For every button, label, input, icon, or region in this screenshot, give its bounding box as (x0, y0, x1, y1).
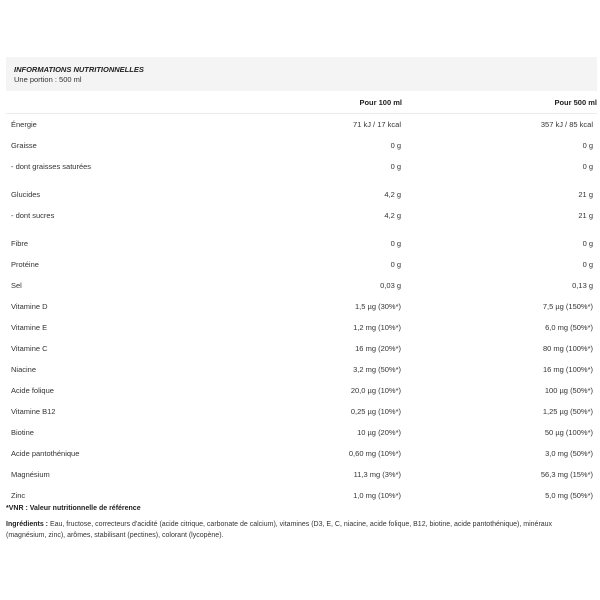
table-row (6, 464, 597, 485)
nutrient-label: Vitamine D (11, 302, 48, 311)
value-per500: 21 g (578, 211, 593, 220)
table-row (6, 380, 597, 401)
value-per500: 5,0 mg (50%*) (545, 491, 593, 500)
value-per100: 4,2 g (384, 190, 401, 199)
value-per500: 0,13 g (572, 281, 593, 290)
value-per100: 0 g (390, 141, 401, 150)
value-per100: 4,2 g (384, 211, 401, 220)
nutrition-header (6, 57, 597, 91)
table-row (6, 275, 597, 296)
value-per100: 1,0 mg (10%*) (353, 491, 401, 500)
value-per500: 6,0 mg (50%*) (545, 323, 593, 332)
table-row (6, 205, 597, 226)
table-row (6, 401, 597, 422)
value-per500: 0 g (582, 260, 593, 269)
nutrient-label: Zinc (11, 491, 26, 500)
value-per100: 0 g (390, 239, 401, 248)
ingredients-paragraph (6, 520, 594, 541)
nutrient-label: Énergie (11, 120, 37, 129)
value-per100: 20,0 µg (10%*) (350, 386, 401, 395)
nutrient-label: Sel (11, 281, 22, 290)
ingredients-label: Ingrédients : (6, 521, 49, 528)
table-row (6, 338, 597, 359)
value-per100: 0 g (390, 162, 401, 171)
nutrient-label: Vitamine E (11, 323, 48, 332)
value-per500: 21 g (578, 190, 593, 199)
table-row (6, 422, 597, 443)
vnr-footnote: *VNR : Valeur nutritionnelle de référence (6, 505, 141, 512)
table-row (6, 135, 597, 156)
value-per100: 0,03 g (380, 281, 401, 290)
nutrient-label: Acide folique (11, 386, 54, 395)
value-per100: 10 µg (20%*) (357, 428, 401, 437)
value-per100: 71 kJ / 17 kcal (353, 120, 401, 129)
value-per500: 0 g (582, 239, 593, 248)
nutrient-label: Glucides (11, 190, 41, 199)
value-per500: 56,3 mg (15%*) (540, 470, 593, 479)
value-per100: 1,2 mg (10%*) (353, 323, 401, 332)
nutrient-label: - dont sucres (11, 211, 55, 220)
value-per100: 3,2 mg (50%*) (353, 365, 401, 374)
table-header-row (6, 92, 597, 114)
value-per500: 0 g (582, 141, 593, 150)
value-per100: 0 g (390, 260, 401, 269)
column-header-label (6, 92, 201, 114)
column-header-per500: Pour 500 ml (402, 92, 597, 114)
value-per500: 100 µg (50%*) (544, 386, 593, 395)
table-row (6, 114, 597, 136)
value-per500: 0 g (582, 162, 593, 171)
nutrient-label: Niacine (11, 365, 37, 374)
nutrient-label: Graisse (11, 141, 37, 150)
column-header-per100: Pour 100 ml (201, 92, 402, 114)
table-row (6, 443, 597, 464)
value-per100: 0,60 mg (10%*) (348, 449, 401, 458)
table-row (6, 485, 597, 506)
nutrient-label: Magnésium (11, 470, 50, 479)
nutrient-label: Acide pantothénique (11, 449, 80, 458)
nutrient-label: Vitamine B12 (11, 407, 56, 416)
value-per100: 1,5 µg (30%*) (354, 302, 401, 311)
value-per500: 7,5 µg (150%*) (542, 302, 593, 311)
row-spacer (6, 226, 597, 233)
value-per500: 50 µg (100%*) (544, 428, 593, 437)
table-row (6, 359, 597, 380)
value-per500: 16 mg (100%*) (542, 365, 593, 374)
table-row (6, 296, 597, 317)
nutrient-label: - dont graisses saturées (11, 162, 92, 171)
value-per500: 1,25 µg (50%*) (542, 407, 593, 416)
table-row (6, 254, 597, 275)
portion-subtitle: Une portion : 500 ml (14, 75, 82, 84)
value-per100: 11,3 mg (3%*) (353, 470, 401, 479)
nutrient-label: Fibre (11, 239, 29, 248)
table-row (6, 184, 597, 205)
row-spacer (6, 177, 597, 184)
nutrition-title: INFORMATIONS NUTRITIONNELLES (14, 65, 144, 74)
table-row (6, 317, 597, 338)
nutrition-table (6, 92, 597, 506)
ingredients-text: Eau, fructose, correcteurs d'acidité (acide citrique, carbonate de calcium), vitamines (D3, E, C, niacine, acide folique, B12, biotine, acide pantothénique), minéraux (magnésium, zinc), arômes, stabilisant (pectines), colorant (lycopène). (6, 521, 553, 539)
table-row (6, 156, 597, 177)
nutrient-label: Biotine (11, 428, 34, 437)
value-per100: 16 mg (20%*) (355, 344, 401, 353)
value-per500: 357 kJ / 85 kcal (540, 120, 593, 129)
nutrient-label: Vitamine C (11, 344, 48, 353)
value-per500: 3,0 mg (50%*) (545, 449, 593, 458)
nutrient-label: Protéine (11, 260, 39, 269)
value-per500: 80 mg (100%*) (542, 344, 593, 353)
value-per100: 0,25 µg (10%*) (350, 407, 401, 416)
table-row (6, 233, 597, 254)
